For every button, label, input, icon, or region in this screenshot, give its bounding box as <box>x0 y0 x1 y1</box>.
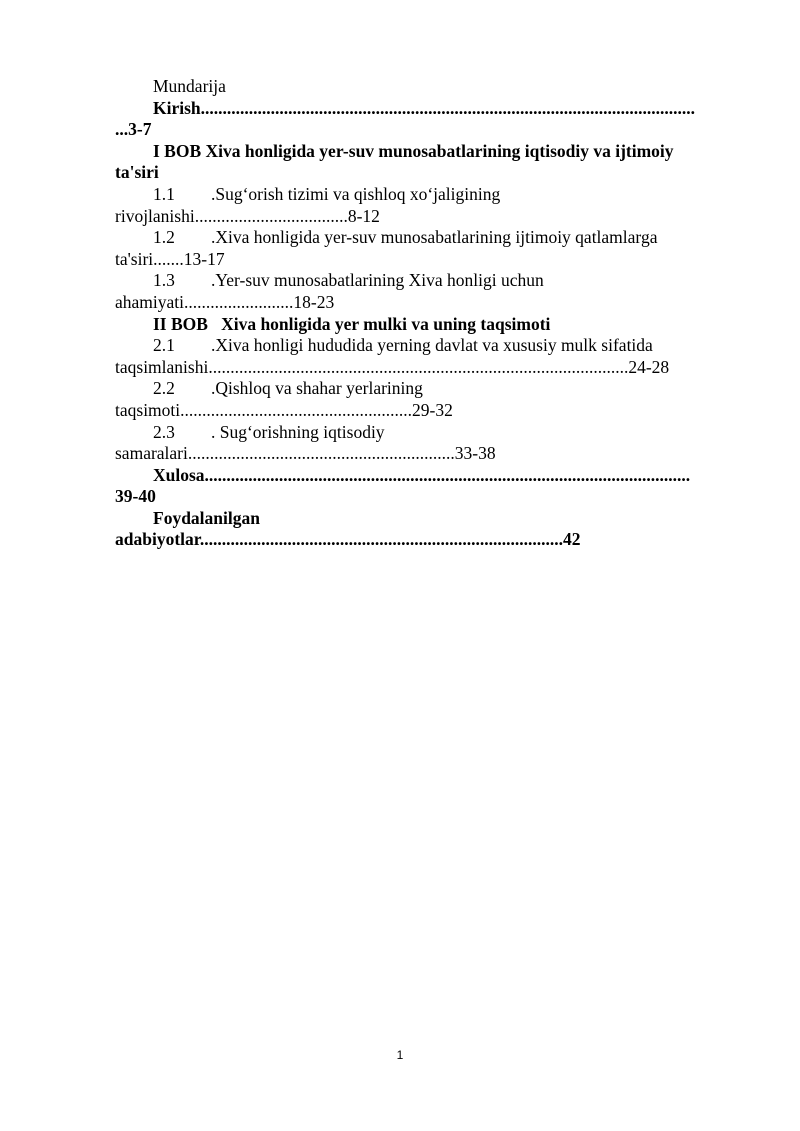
toc-section-2-1 <box>115 335 745 357</box>
section-number: 2.3 <box>153 421 175 442</box>
toc-section-2-2 <box>115 378 745 400</box>
toc-section-2-2-pages: taqsimoti.....................................................29-32 <box>115 399 453 420</box>
toc-section-2-3 <box>115 422 745 444</box>
toc-section-2-3-pages: samaralari.............................................................33-38 <box>115 443 496 464</box>
page-number: 1 <box>396 1048 404 1062</box>
toc-section-2-1-pages: taqsimlanishi................................................................................................24-28 <box>115 356 670 377</box>
section-title: .Xiva honligida yer-suv munosabatlarining ijtimoiy qatlamlarga <box>211 227 658 248</box>
toc-conclusion-pages: 39-40 <box>115 486 156 507</box>
toc-references-pages: adabiyotlar...................................................................................42 <box>115 529 581 550</box>
toc-intro-pages: ...3-7 <box>115 119 152 140</box>
toc-intro-line1: Kirish................................................................................................................. <box>153 97 696 118</box>
section-title: .Xiva honligi hududida yerning davlat va xususiy mulk sifatida <box>211 335 653 356</box>
section-title: .Qishloq va shahar yerlarining <box>211 378 423 399</box>
toc-chapter2-title: II BOB Xiva honligida yer mulki va uning taqsimoti <box>153 313 551 334</box>
section-number: 1.2 <box>153 227 175 248</box>
section-number: 2.1 <box>153 335 175 356</box>
toc-section-1-2 <box>115 227 745 249</box>
toc-section-1-1 <box>115 184 745 206</box>
toc-chapter1-title: I BOB Xiva honligida yer-suv munosabatlarining iqtisodiy va ijtimoiy <box>153 140 674 161</box>
section-number: 2.2 <box>153 378 175 399</box>
section-number: 1.1 <box>153 183 175 204</box>
toc-section-1-3 <box>115 270 745 292</box>
section-number: 1.3 <box>153 270 175 291</box>
section-title: . Sug‘orishning iqtisodiy <box>211 421 385 442</box>
toc-conclusion: Xulosa............................................................................................................... <box>153 464 691 485</box>
toc-section-1-1-pages: rivojlanishi...................................8-12 <box>115 205 380 226</box>
toc-references: Foydalanilgan <box>153 507 260 528</box>
toc-chapter1-title-cont: ta'siri <box>115 162 159 183</box>
toc-section-1-3-pages: ahamiyati.........................18-23 <box>115 291 335 312</box>
toc-section-1-2-pages: ta'siri.......13-17 <box>115 248 225 269</box>
section-title: .Sug‘orish tizimi va qishloq xo‘jaligining <box>211 183 501 204</box>
section-title: .Yer-suv munosabatlarining Xiva honligi uchun <box>211 270 544 291</box>
table-of-contents <box>115 76 745 551</box>
toc-title: Mundarija <box>153 76 226 96</box>
